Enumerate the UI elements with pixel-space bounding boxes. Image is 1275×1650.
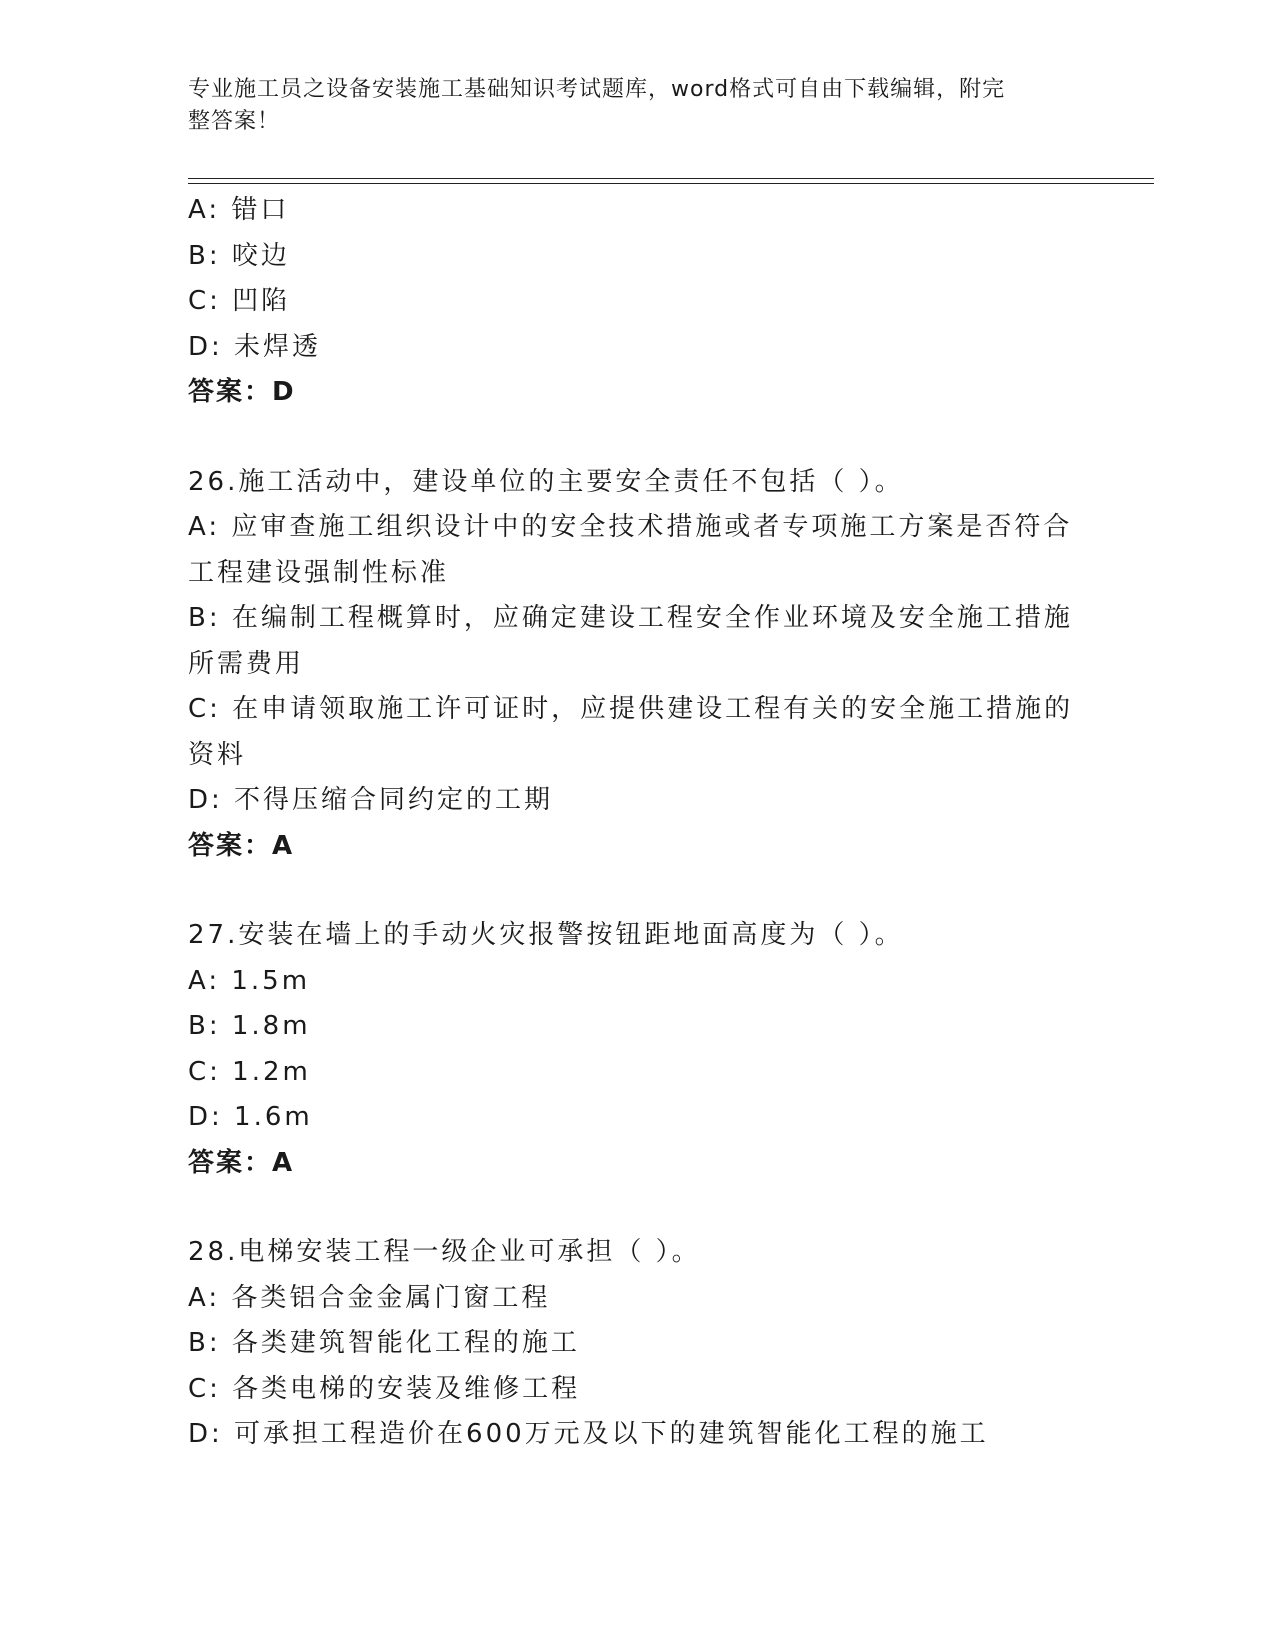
option-b-continued: 所需费用: [188, 648, 305, 679]
option-c-continued: 资料: [188, 739, 247, 770]
question-27: [188, 913, 1088, 1186]
question-list: [188, 188, 1088, 1458]
option-c: C: 在申请领取施工许可证时，应提供建设工程有关的安全施工措施的: [188, 694, 1074, 724]
option-d: D: 可承担工程造价在600万元及以下的建筑智能化工程的施工: [188, 1419, 989, 1449]
option-b: B: 在编制工程概算时，应确定建设工程安全作业环境及安全施工措施: [188, 603, 1073, 633]
question-stem: 28.电梯安装工程一级企业可承担（ ）。: [188, 1237, 701, 1267]
option-a: A: 错口: [188, 195, 290, 225]
option-b: B: 1.8m: [188, 1011, 311, 1041]
question-28: [188, 1230, 1088, 1458]
option-a-continued: 工程建设强制性标准: [188, 557, 450, 588]
header-divider-top: [188, 178, 1154, 179]
spacer: [188, 416, 1088, 460]
header-line-1: 专业施工员之设备安装施工基础知识考试题库，word格式可自由下载编辑，附完: [188, 77, 1006, 102]
option-b: B: 各类建筑智能化工程的施工: [188, 1328, 580, 1358]
document-header: [188, 74, 1068, 138]
spacer: [188, 1186, 1088, 1230]
option-b: B: 咬边: [188, 240, 290, 271]
answer-label: 答案：A: [188, 1147, 295, 1178]
question-stem: 26.施工活动中，建设单位的主要安全责任不包括（ ）。: [188, 466, 904, 497]
answer-label: 答案：A: [188, 830, 295, 861]
header-line-2: 整答案！: [188, 109, 281, 134]
spacer: [188, 869, 1088, 913]
question-stem: 27.安装在墙上的手动火灾报警按钮距地面高度为（ ）。: [188, 920, 904, 950]
option-d: D: 未焊透: [188, 331, 322, 362]
header-divider-bottom: [188, 183, 1154, 184]
question-26: [188, 460, 1088, 870]
option-a: A: 1.5m: [188, 965, 311, 996]
option-c: C: 各类电梯的安装及维修工程: [188, 1373, 581, 1404]
option-a: A: 各类铝合金金属门窗工程: [188, 1282, 551, 1313]
option-c: C: 1.2m: [188, 1056, 311, 1087]
option-d: D: 不得压缩合同约定的工期: [188, 785, 554, 815]
question-25: [188, 188, 1088, 416]
option-d: D: 1.6m: [188, 1102, 313, 1132]
answer-label: 答案：D: [188, 377, 296, 407]
option-a: A: 应审查施工组织设计中的安全技术措施或者专项施工方案是否符合: [188, 512, 1073, 542]
option-c: C: 凹陷: [188, 286, 291, 316]
